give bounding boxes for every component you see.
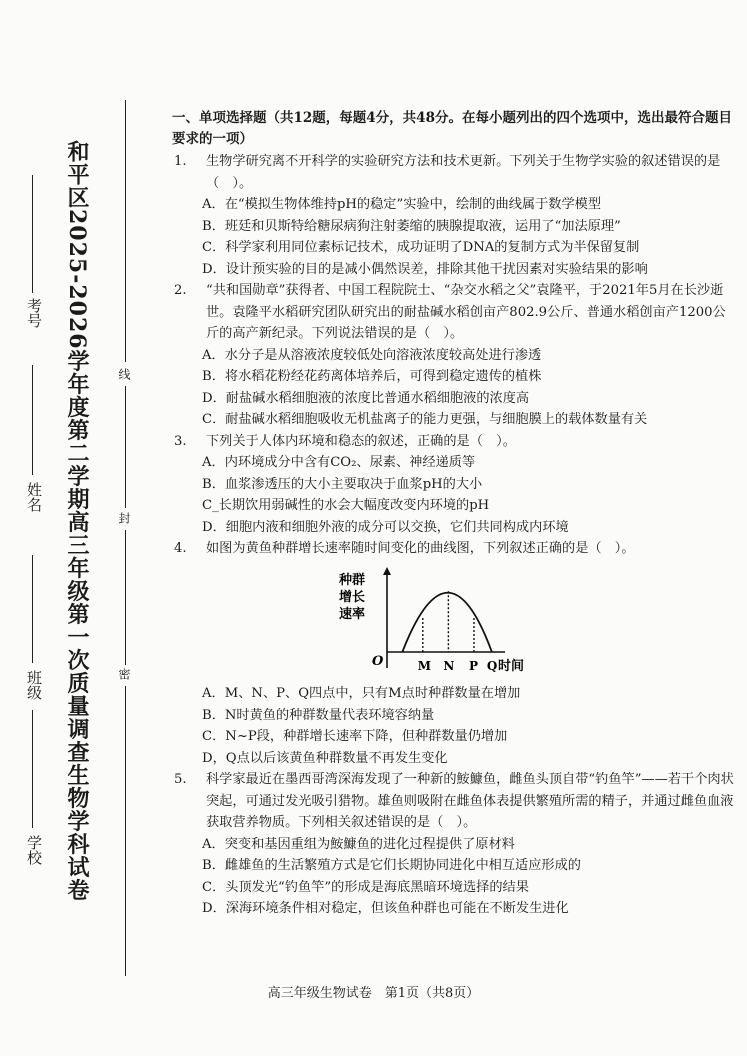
page-footer: 高三年级生物试卷 第1页（共8页）: [267, 986, 480, 1001]
question-2: [170, 280, 735, 431]
option-a: A．M、N、P、Q四点中，只有M点时种群数量在增加: [202, 686, 521, 701]
point-label-m: M: [417, 658, 432, 672]
option-a: A．在“模拟生物体维持pH的稳定”实验中，绘制的曲线属于数学模型: [202, 197, 602, 212]
class-fill-line: [32, 555, 33, 663]
option-b: B．血浆渗透压的大小主要取决于血浆pH的大小: [202, 476, 483, 492]
class-label: 班级: [25, 670, 43, 700]
seal-char-line: 线: [117, 368, 131, 380]
school-fill-line: [32, 710, 33, 828]
question-3: [170, 431, 735, 539]
question-5: [170, 769, 735, 920]
option-d: D，Q点以后该黄鱼种群数量不再发生变化: [202, 750, 448, 766]
seal-line-mid1: [125, 386, 126, 508]
question-number: 3.: [174, 433, 187, 449]
x-axis-label: 时间: [498, 658, 525, 672]
seal-line-mid2: [125, 530, 126, 665]
section-heading: 一、单项选择题（共12题，每题4分，共48分。在每小题列出的四个选项中，选出最符合题目要求的一项）: [172, 110, 732, 147]
option-d: D．深海环境条件相对稳定，但该鱼种群也可能在不断发生进化: [202, 901, 569, 916]
option-a: A．突变和基因重组为鮟鱇鱼的进化过程提供了原材料: [202, 836, 515, 852]
exam-title: 和平区2025-2026学年度第二学期高三年级第一次质量调查生物学科试卷: [64, 140, 90, 902]
question-stem: 如图为黄鱼种群增长速率随时间变化的曲线图，下列叙述正确的是（ ）。: [206, 541, 635, 556]
point-label-p: P: [468, 658, 478, 672]
question-area: [170, 108, 735, 920]
chart-svg: [335, 566, 535, 672]
option-b: B．将水稻花粉经花药离体培养后，可得到稳定遗传的植株: [202, 369, 542, 384]
option-c: C．头顶发光“钓鱼竿”的形成是海底黑暗环境选择的结果: [202, 879, 529, 895]
option-c: C_长期饮用弱碱性的水会大幅度改变内环境的pH: [202, 498, 490, 513]
question-stem: 下列关于人体内环境和稳态的叙述，正确的是（ ）。: [206, 433, 516, 449]
binding-strip: [0, 0, 150, 1056]
ylabel-line-1: 种群: [339, 572, 366, 588]
option-a: A．内环境成分中含有CO₂、尿素、神经递质等: [202, 455, 476, 470]
question-4: [170, 538, 735, 769]
ylabel-line-3: 速率: [339, 606, 366, 622]
option-d: D．耐盐碱水稻细胞液的浓度比普通水稻细胞液的浓度高: [202, 390, 530, 406]
origin-label: O: [372, 653, 384, 669]
seal-char-feng: 封: [117, 512, 131, 524]
school-label: 学校: [25, 835, 43, 865]
exam-no-label: 考号: [25, 298, 43, 328]
option-b: B．N时黄鱼的种群数量代表环境容纳量: [202, 707, 435, 723]
option-a: A．水分子是从溶液浓度较低处向溶液浓度较高处进行渗透: [202, 347, 542, 363]
option-b: B．班廷和贝斯特给糖尿病狗注射萎缩的胰腺提取液，运用了“加法原理”: [202, 218, 621, 234]
option-d: D．设计预实验的目的是减小偶然误差，排除其他干扰因素对实验结果的影响: [202, 261, 648, 277]
question-stem: 科学家最近在墨西哥湾深海发现了一种新的鮟鱇鱼，雌鱼头顶自带“钓鱼竿”——若干个肉状突起，可通过发光吸引猎物。雄鱼则吸附在雌鱼体表提供繁殖所需的精子，并通过雌鱼血液获取营养物质。下列相关叙述错误的是（ ）。: [206, 772, 734, 830]
seal-line-top: [125, 100, 126, 362]
seal-char-mi: 密: [117, 668, 131, 680]
question-number: 4.: [174, 541, 187, 556]
point-label-n: N: [443, 658, 455, 672]
option-c: C．科学家利用同位素标记技术，成功证明了DNA的复制方式为半保留复制: [202, 240, 640, 255]
question-number: 5.: [174, 772, 187, 787]
seal-line-bottom: [125, 686, 126, 976]
ylabel-line-2: 增长: [339, 589, 366, 605]
option-b: B．雌雄鱼的生活繁殖方式是它们长期协同进化中相互适应形成的: [202, 858, 581, 873]
exam-no-fill-line: [32, 175, 33, 293]
name-fill-line: [32, 365, 33, 475]
question-1: [170, 151, 735, 280]
option-d: D．细胞内液和细胞外液的成分可以交换，它们共同构成内环境: [202, 519, 569, 535]
growth-rate-chart: [335, 566, 735, 680]
question-stem: “共和国勋章”获得者、中国工程院院士、“杂交水稻之父”袁隆平，于2021年5月在长沙逝世。袁隆平水稻研究团队研究出的耐盐碱水稻创亩产802.9公斤、普通水稻创亩产1200公斤的高产新纪录。下列说法错误的是（ ）。: [206, 283, 726, 341]
name-label: 姓名: [25, 482, 43, 512]
y-axis-arrow: [383, 567, 391, 575]
point-label-q: Q: [486, 658, 498, 672]
option-c: C．耐盐碱水稻细胞吸收无机盐离子的能力更强，与细胞膜上的载体数量有关: [202, 412, 648, 427]
question-stem: 生物学研究离不开科学的实验研究方法和技术更新。下列关于生物学实验的叙述错误的是（ ）。: [206, 154, 721, 191]
question-number: 2.: [174, 283, 187, 298]
growth-rate-curve: [402, 592, 492, 651]
question-number: 1.: [174, 154, 187, 169]
option-c: C．N~P段，种群增长速率下降，但种群数量仍增加: [202, 729, 508, 744]
